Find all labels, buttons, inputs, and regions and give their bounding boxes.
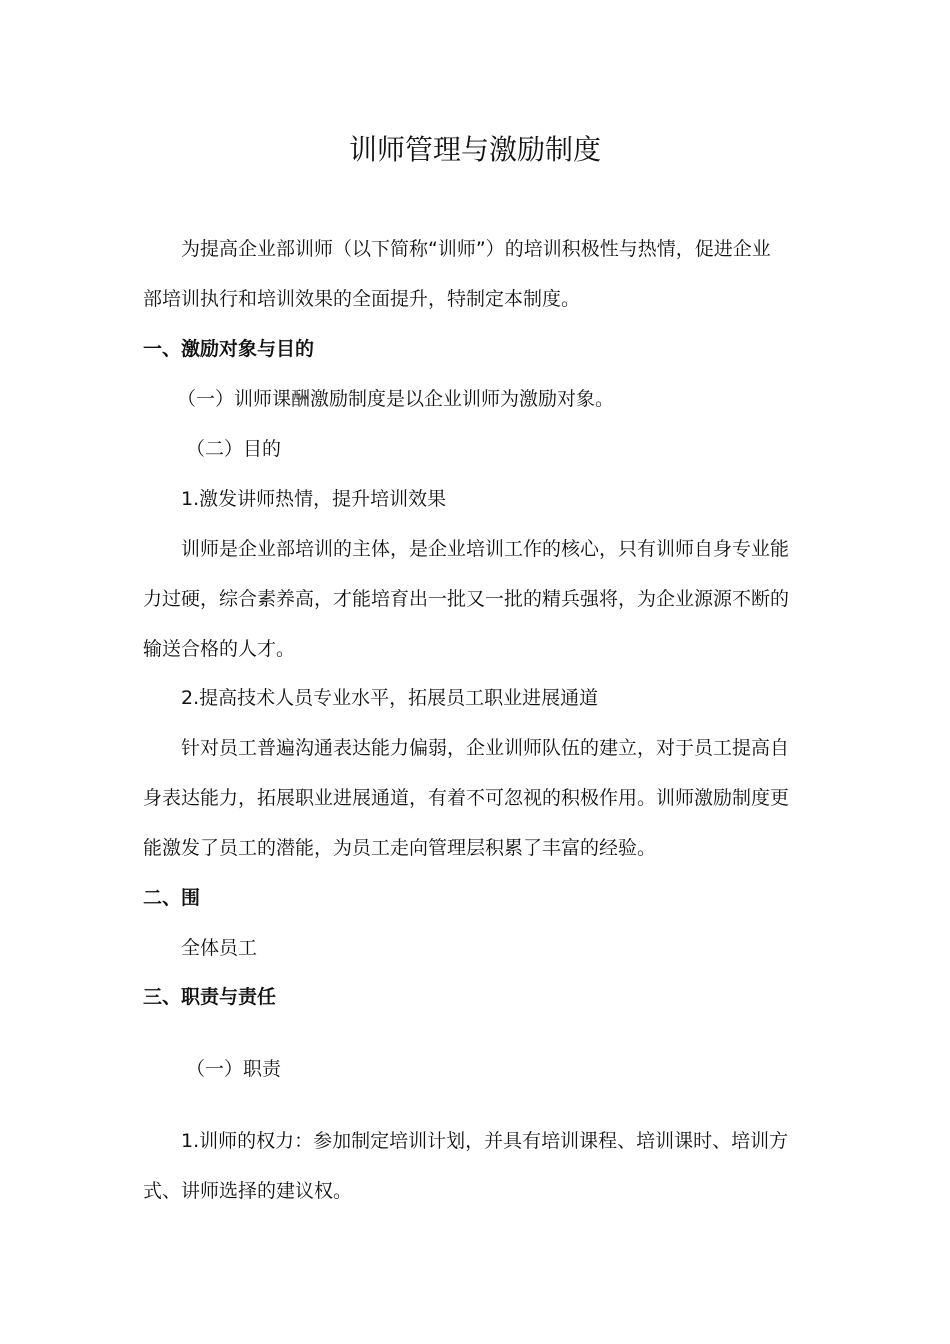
section-3-point-1-line-1: 1.训师的权力：参加制定培训计划，并具有培训课程、培训课时、培训方 <box>181 1130 789 1152</box>
point-2-line-2: 身表达能力，拓展职业进展通道，有着不可忽视的积极作用。训师激励制度更 <box>143 787 790 809</box>
section-3-heading: 三、职责与责任 <box>143 986 277 1008</box>
point-2-line-3: 能激发了员工的潜能，为员工走向管理层积累了丰富的经验。 <box>143 837 657 859</box>
point-1-line-1: 训师是企业部培训的主体，是企业培训工作的核心，只有训师自身专业能 <box>181 538 790 560</box>
section-2-body: 全体员工 <box>181 937 258 959</box>
intro-line-2: 部培训执行和培训效果的全面提升，特制定本制度。 <box>143 288 581 310</box>
section-3-point-1-line-2: 式、讲师选择的建议权。 <box>143 1180 353 1202</box>
point-1-line-3: 输送合格的人才。 <box>143 638 296 660</box>
point-2-line-1: 针对员工普遍沟通表达能力偏弱，企业训师队伍的建立，对于员工提高自 <box>181 737 790 759</box>
section-2-heading: 二、围 <box>143 887 201 909</box>
point-1-line-2: 力过硬，综合素养高，才能培育出一批又一批的精兵强将，为企业源源不断的 <box>143 588 790 610</box>
point-1-title: 1.激发讲师热情，提升培训效果 <box>181 488 447 510</box>
section-1-item-1: （一）训师课酬激励制度是以企业训师为激励对象。 <box>177 388 615 410</box>
section-3-item-1: （一）职责 <box>186 1058 282 1080</box>
point-2-title: 2.提高技术人员专业水平，拓展员工职业进展通道 <box>181 687 599 709</box>
section-1-item-2: （二）目的 <box>186 438 282 460</box>
document-title: 训师管理与激励制度 <box>348 133 601 166</box>
section-1-heading: 一、激励对象与目的 <box>143 338 315 360</box>
intro-line-1: 为提高企业部训师（以下简称“训师”）的培训积极性与热情，促进企业 <box>181 238 771 260</box>
